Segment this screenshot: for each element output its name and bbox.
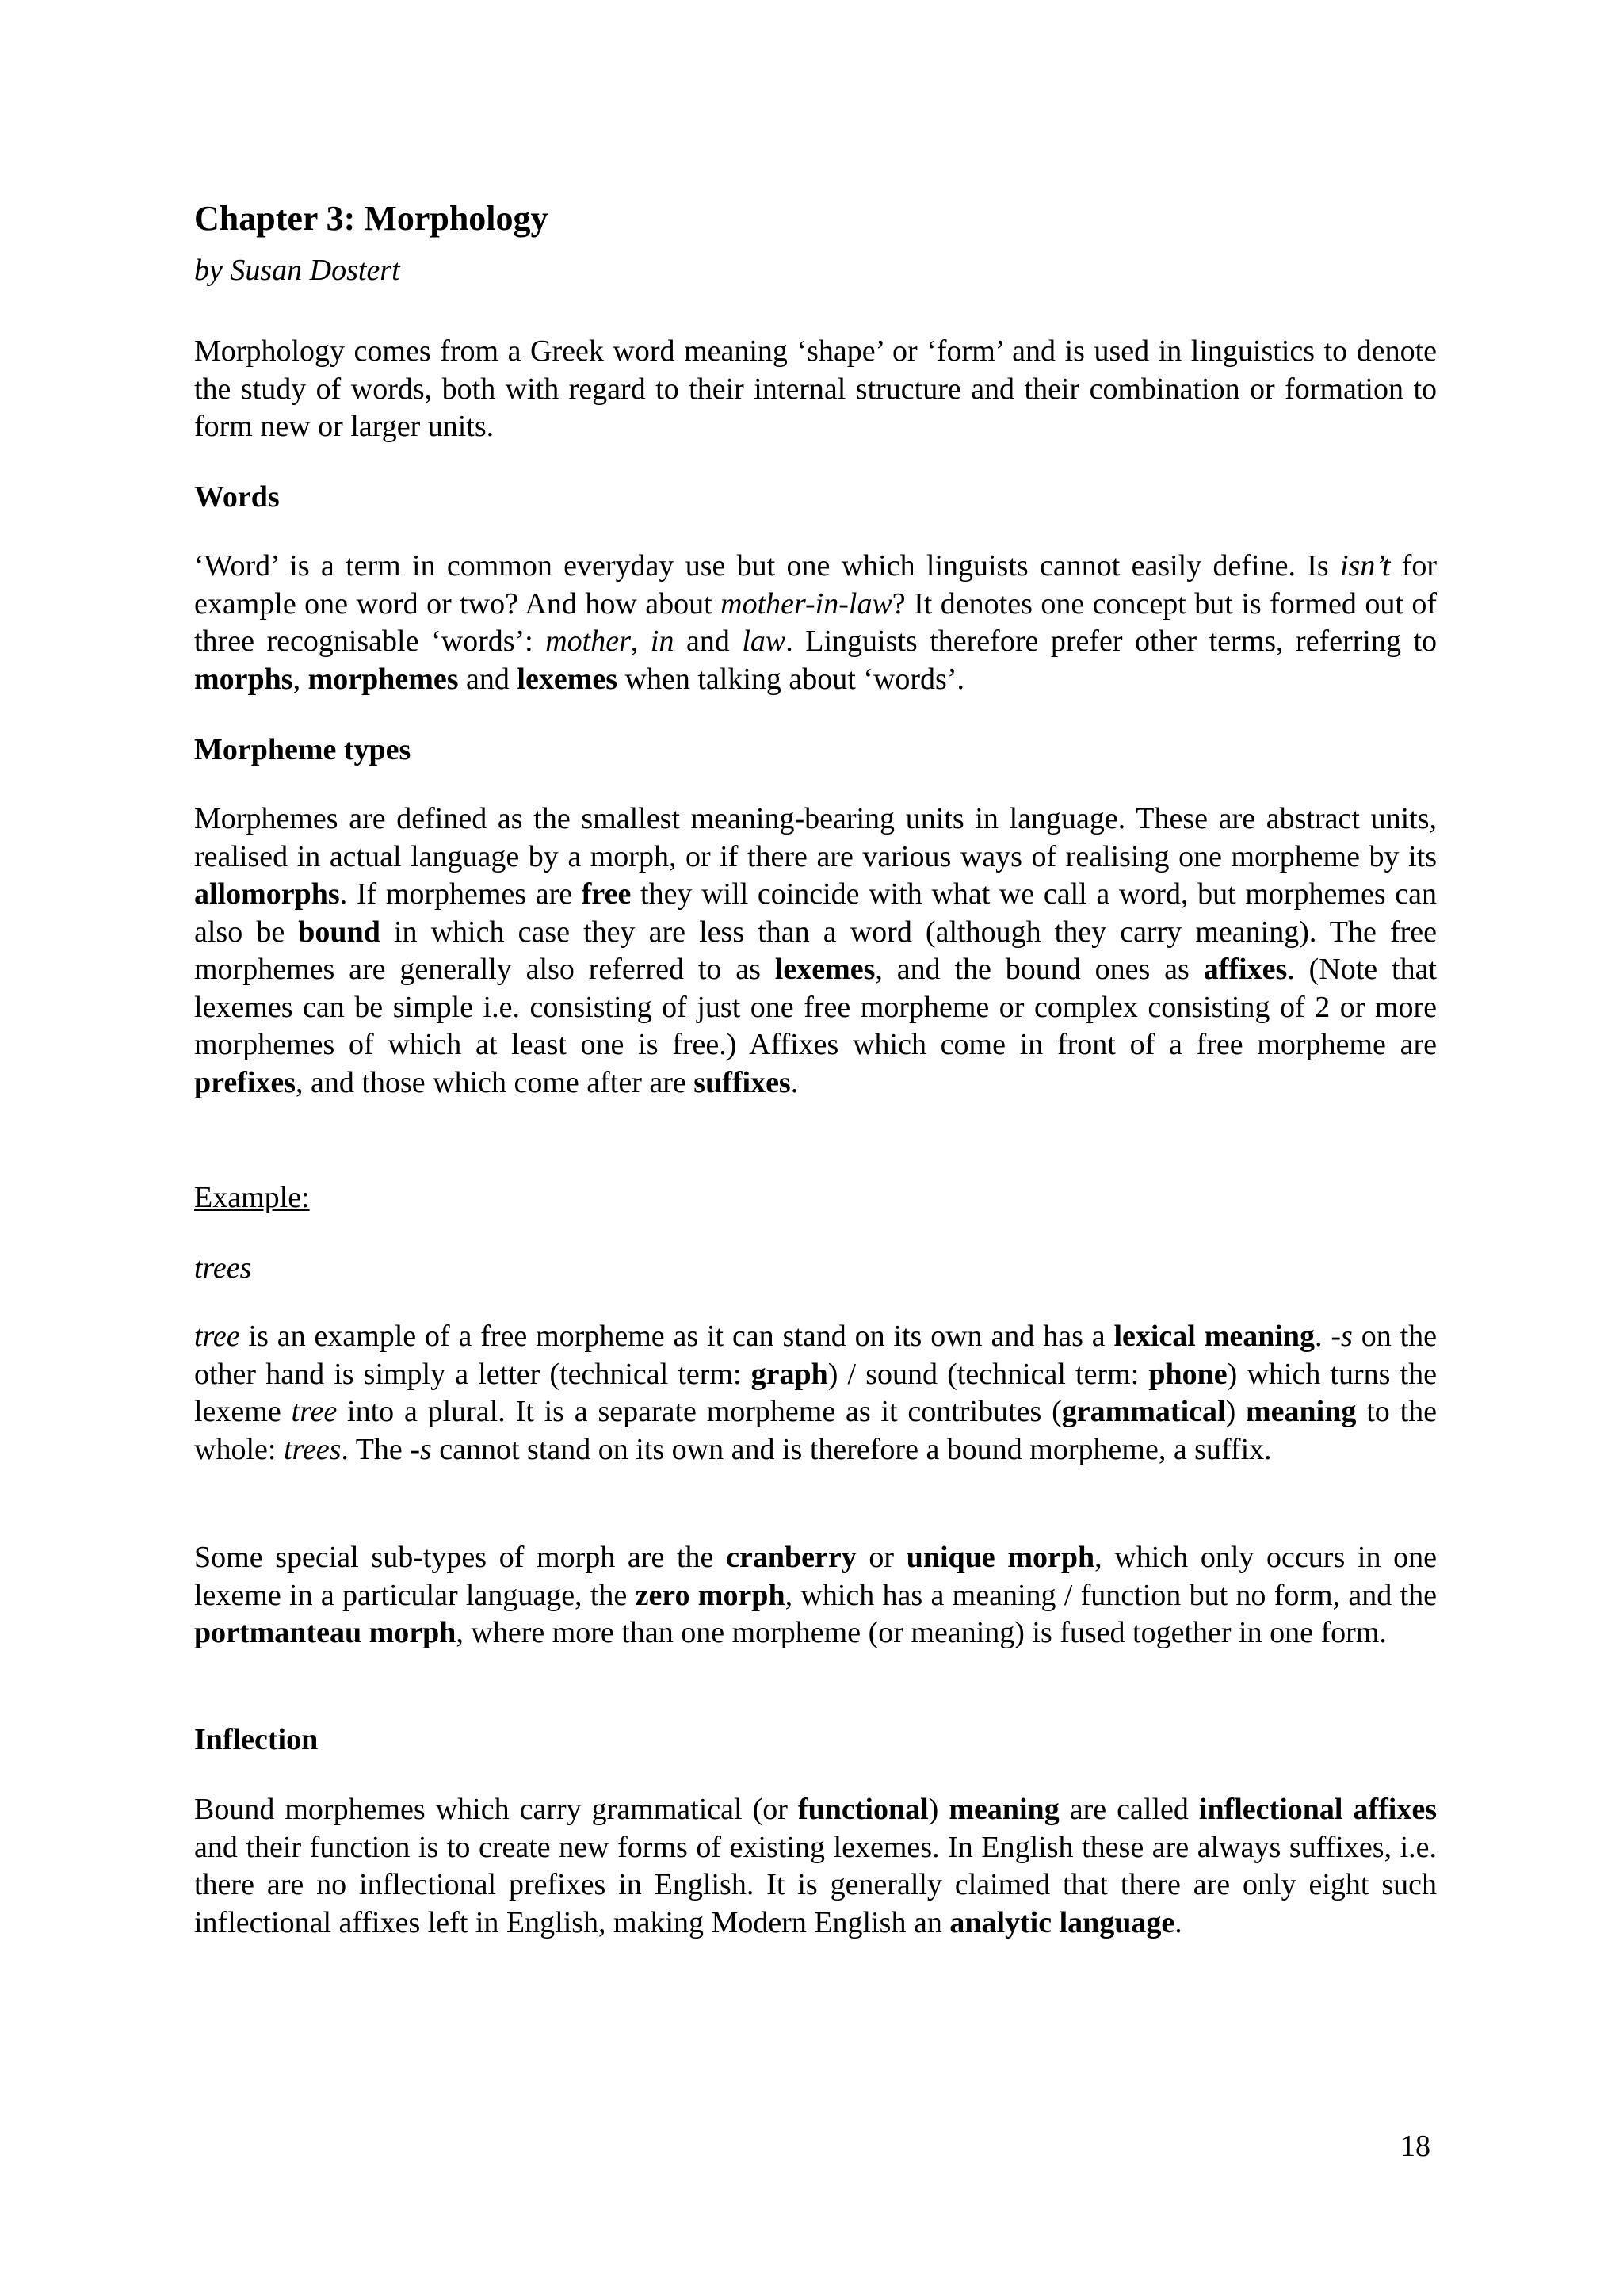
example-label: Example: bbox=[194, 1181, 310, 1214]
subtypes-paragraph: Some special sub-types of morph are the cranberry or unique morph, which only occurs in one lexeme in a particular language, the zero morph, which has a meaning / function but no form, and the portmanteau morph, where more than one morpheme (or meaning) is fused together in one form. bbox=[194, 1541, 1438, 1649]
chapter-title: Chapter 3: Morphology bbox=[194, 199, 548, 238]
example-paragraph: tree is an example of a free morpheme as it can stand on its own and has a lexical meaning. -s on the other hand is simply a letter (technical term: graph) / sound (technical term: phone) which turns the lexeme tree into a plural. It is a separate morpheme as it contributes (grammatical) meaning to the whole: trees. The -s cannot stand on its own and is therefore a bound morpheme, a suffix. bbox=[194, 1320, 1437, 1466]
morpheme-types-paragraph: Morphemes are defined as the smallest meaning-bearing units in language. These are abstract units, realised in actual language by a morph, or if there are various ways of realising one morpheme by its allomorphs. If morphemes are free they will coincide with what we call a word, but morphemes can also be bound in which case they are less than a word (although they carry meaning). The free morphemes are generally also referred to as lexemes, and the bound ones as affixes. (Note that lexemes can be simple i.e. consisting of just one free morpheme or complex consisting of 2 or more morphemes of which at least one is free.) Affixes which come in front of a free morpheme are prefixes, and those which come after are suffixes. bbox=[194, 802, 1437, 1099]
words-paragraph: ‘Word’ is a term in common everyday use but one which linguists cannot easily define. Is isn’t for example one word or two? And how about mother-in-law? It denotes one concept but is formed out of three recognisable ‘words’: mother, in and law. Linguists therefore prefer other terms, referring to morphs, morphemes and lexemes when talking about ‘words’. bbox=[194, 549, 1438, 696]
page-number: 18 bbox=[1400, 2130, 1430, 2163]
chapter-author: by Susan Dostert bbox=[194, 254, 400, 287]
intro-paragraph: Morphology comes from a Greek word meaning ‘shape’ or ‘form’ and is used in linguistics to denote the study of words, both with regard to their internal structure and their combination or formation to form new or larger units. bbox=[194, 334, 1437, 443]
section-heading-inflection: Inflection bbox=[194, 1723, 319, 1756]
section-heading-morpheme-types: Morpheme types bbox=[194, 733, 411, 766]
section-heading-words: Words bbox=[194, 480, 280, 514]
inflection-paragraph: Bound morphemes which carry grammatical (or functional) meaning are called inflectional affixes and their function is to create new forms of existing lexemes. In English these are always suffixes, i.e. there are no inflectional prefixes in English. It is generally claimed that there are only eight such inflectional affixes left in English, making Modern English an analytic language. bbox=[194, 1793, 1437, 1939]
example-word: trees bbox=[194, 1251, 252, 1285]
